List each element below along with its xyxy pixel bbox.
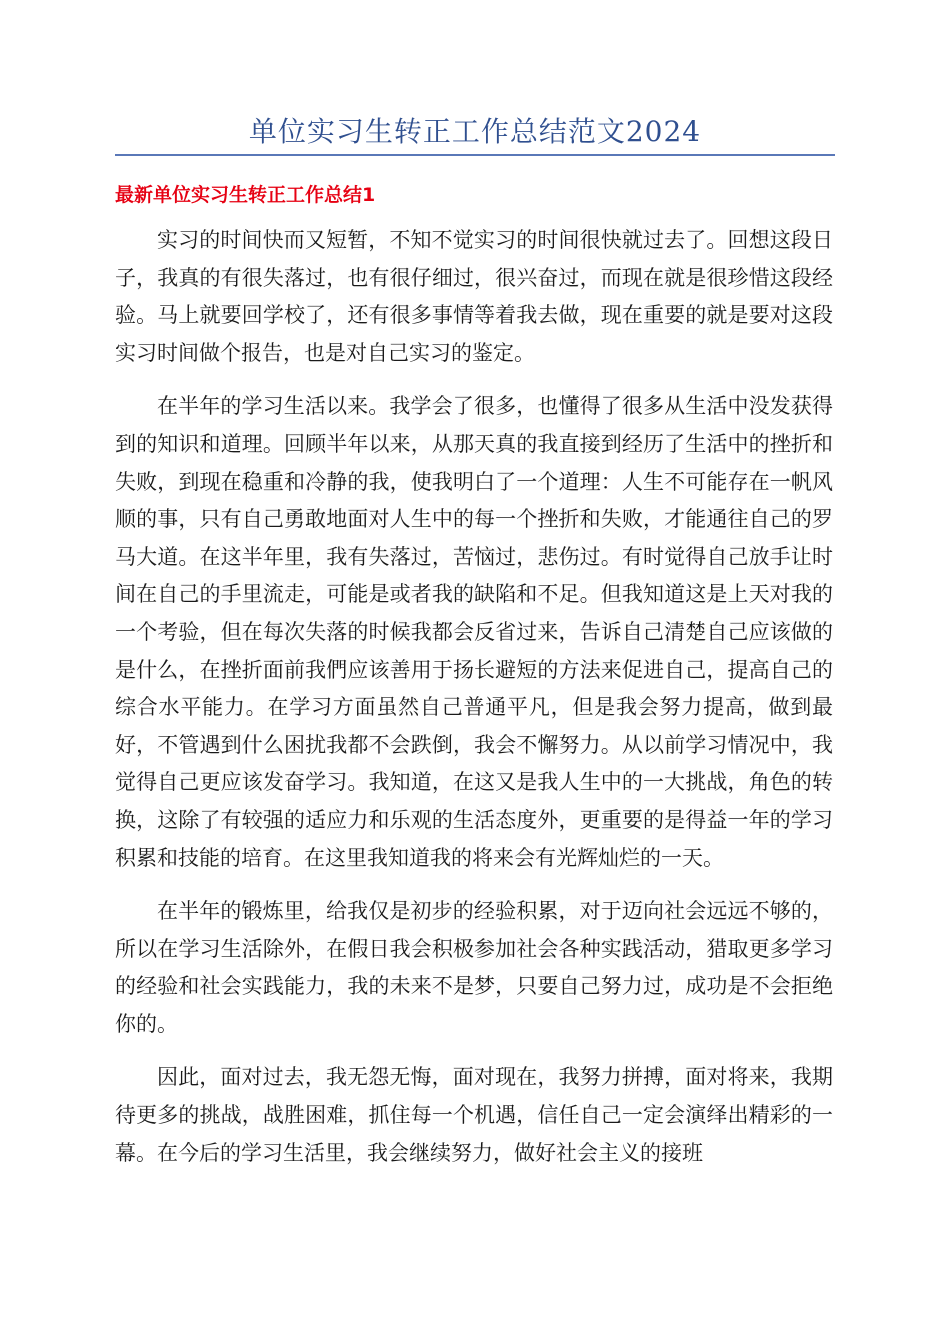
paragraph-1: 实习的时间快而又短暂，不知不觉实习的时间很快就过去了。回想这段日子，我真的有很失落过，也有很仔细过，很兴奋过，而现在就是很珍惜这段经验。马上就要回学校了，还有很多事情等着我去做，现在重要的就是要对这段实习时间做个报告，也是对自己实习的鉴定。 xyxy=(115,228,833,365)
document-title: 单位实习生转正工作总结范文2024 xyxy=(248,115,702,148)
title-underline xyxy=(115,154,835,156)
paragraph-4: 因此，面对过去，我无怨无悔，面对现在，我努力拼搏，面对将来，我期待更多的挑战，战胜困难，抓住每一个机遇，信任自己一定会演绎出精彩的一幕。在今后的学习生活里，我会继续努力，做好社会主义的接班 xyxy=(115,1065,833,1165)
paragraph-3: 在半年的锻炼里，给我仅是初步的经验积累，对于迈向社会远远不够的，所以在学习生活除外，在假日我会积极参加社会各种实践活动，猎取更多学习的经验和社会实践能力，我的未来不是梦，只要自己努力过，成功是不会拒绝你的。 xyxy=(115,899,833,1036)
section-heading: 最新单位实习生转正工作总结1 xyxy=(115,184,376,206)
document-body xyxy=(115,222,833,1188)
paragraph-2: 在半年的学习生活以来。我学会了很多，也懂得了很多从生活中没发获得到的知识和道理。回顾半年以来，从那天真的我直接到经历了生活中的挫折和失败，到现在稳重和冷静的我，使我明白了一个道理：人生不可能存在一帆风顺的事，只有自己勇敢地面对人生中的每一个挫折和失败，才能通往自己的罗马大道。在这半年里，我有失落过，苦恼过，悲伤过。有时觉得自己放手让时间在自己的手里流走，可能是或者我的缺陷和不足。但我知道这是上天对我的一个考验，但在每次失落的时候我都会反省过来，告诉自己清楚自己应该做的是什么，在挫折面前我們应该善用于扬长避短的方法来促进自己，提高自己的综合水平能力。在学习方面虽然自己普通平凡，但是我会努力提高，做到最好，不管遇到什么困扰我都不会跌倒，我会不懈努力。从以前学习情况中，我觉得自己更应该发奋学习。我知道，在这又是我人生中的一大挑战，角色的转换，这除了有较强的适应力和乐观的生活态度外，更重要的是得益一年的学习积累和技能的培育。在这里我知道我的将来会有光辉灿烂的一天。 xyxy=(115,394,833,870)
